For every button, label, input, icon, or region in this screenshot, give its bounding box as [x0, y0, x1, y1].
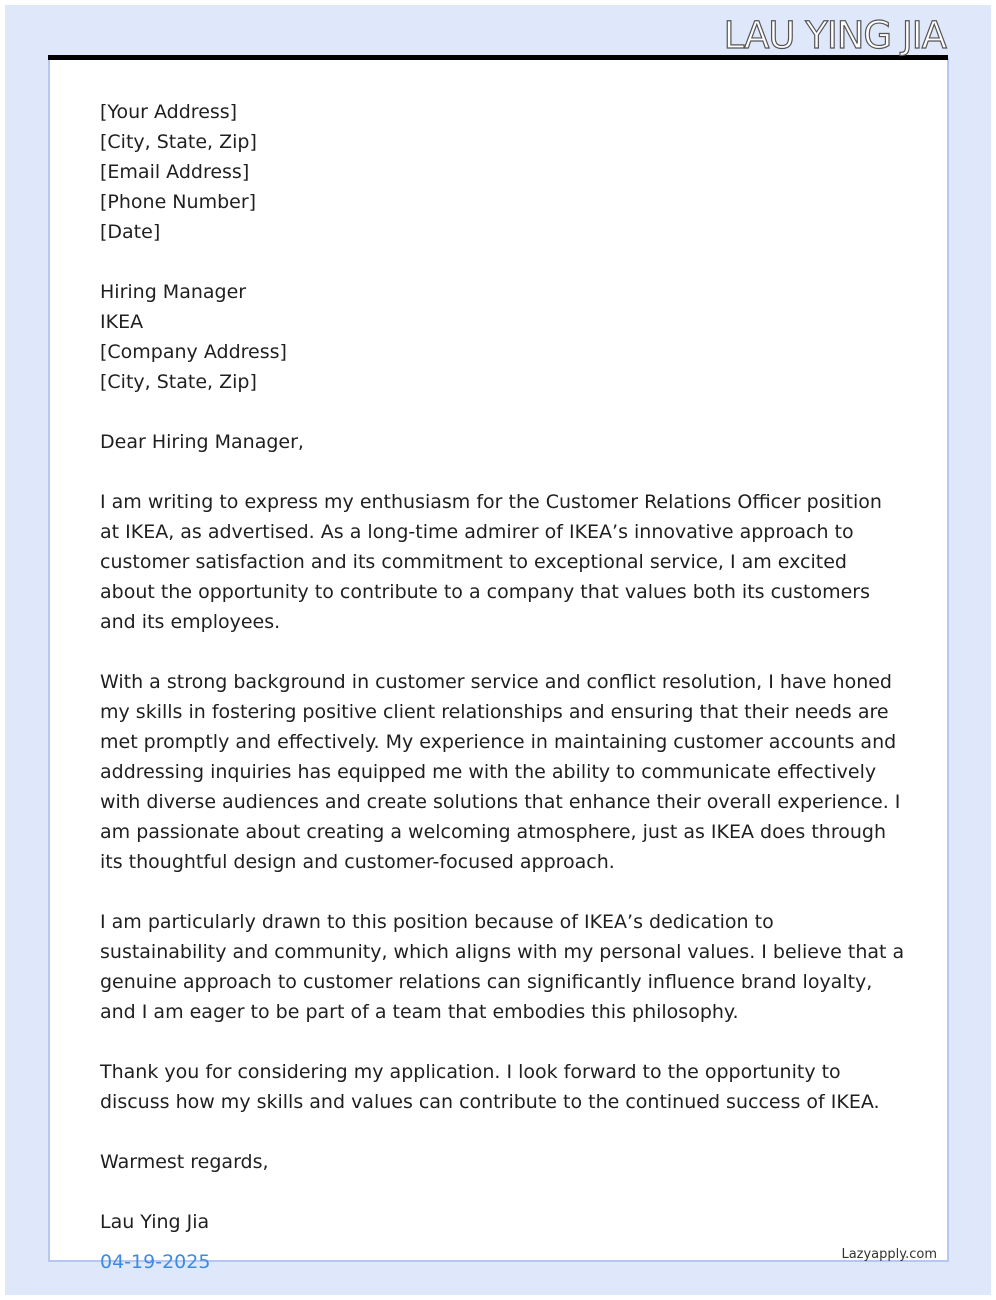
body-paragraph-2: With a strong background in customer service and conflict resolution, I have honed my skills in fostering positive client relationships and ensuring that their needs are met promptly and effectively. My experience in maintaining customer accounts and addressing inquiries has equipped me with the ability to communicate effectively with diverse audiences and create solutions that enhance their overall experience. I am passionate about creating a welcoming atmosphere, just as IKEA does through its thoughtful design and customer-focused approach.: [100, 671, 901, 873]
sender-phone-line: [Phone Number]: [100, 191, 257, 213]
salutation: Dear Hiring Manager,: [100, 431, 304, 453]
sender-email-line: [Email Address]: [100, 161, 250, 183]
recipient-company-line: IKEA: [100, 311, 144, 333]
applicant-name-header: LAU YING JIA: [723, 14, 946, 57]
signature-name: Lau Ying Jia: [100, 1211, 210, 1233]
recipient-address-line: [Company Address]: [100, 341, 287, 363]
body-paragraph-4: Thank you for considering my application. I look forward to the opportunity to discuss how my skills and values can contribute to the continued success of IKEA.: [100, 1061, 880, 1113]
recipient-address-block: [100, 277, 905, 397]
sender-date-line: [Date]: [100, 221, 161, 243]
sender-address-line: [Your Address]: [100, 101, 238, 123]
sender-address-block: [100, 97, 905, 247]
recipient-title-line: Hiring Manager: [100, 281, 247, 303]
closing: Warmest regards,: [100, 1151, 269, 1173]
cover-letter: [100, 97, 905, 1277]
footer-date: 04-19-2025: [100, 1251, 211, 1273]
body-paragraph-3: I am particularly drawn to this position because of IKEA’s dedication to sustainability and community, which aligns with my personal values. I believe that a genuine approach to customer relations can significantly influence brand loyalty, and I am eager to be part of a team that embodies this philosophy.: [100, 911, 905, 1023]
body-paragraph-1: I am writing to express my enthusiasm for the Customer Relations Officer position at IKEA, as advertised. As a long-time admirer of IKEA’s innovative approach to customer satisfaction and its commitment to exceptional service, I am excited about the opportunity to contribute to a company that values both its customers and its employees.: [100, 491, 882, 633]
recipient-city-line: [City, State, Zip]: [100, 371, 257, 393]
watermark-link[interactable]: Lazyapply.com: [841, 1247, 937, 1262]
sender-city-line: [City, State, Zip]: [100, 131, 257, 153]
